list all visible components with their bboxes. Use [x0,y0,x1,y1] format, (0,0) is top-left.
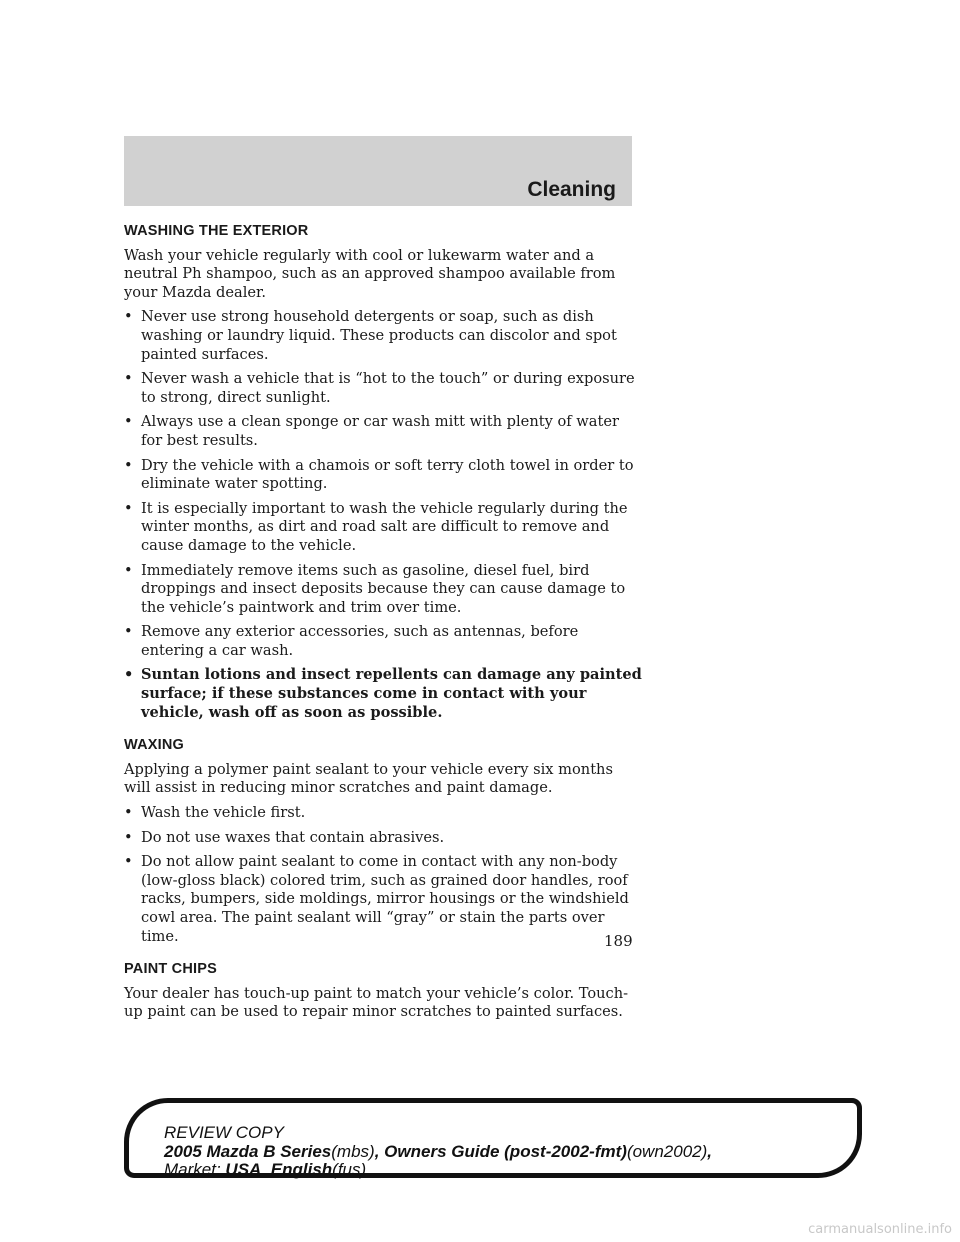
list-item: • Remove any exterior accessories, such as antennas, before entering a car wash. [124,623,579,659]
review-copy-footer [164,1124,712,1180]
list-item-warning: • Suntan lotions and insect repellents can damage any painted surface; if these substances come in contact with your vehicle, wash off as soon as possible. [124,666,642,721]
list-item: • Always use a clean sponge or car wash mitt with plenty of water for best results. [124,413,619,449]
section-title: Cleaning [527,178,616,201]
list-item: • Do not allow paint sealant to come in contact with any non-body (low-gloss black) colored trim, such as grained door handles, roof racks, bumpers, side moldings, mirror housings or the windshield cowl area. The paint sealant will “gray” or stain the parts over time. [124,853,629,945]
list-item: • Never use strong household detergents or soap, such as dish washing or laundry liquid. These products can discolor and spot painted surfaces. [124,308,617,363]
section-heading-paint-chips: PAINT CHIPS [124,961,217,978]
section-heading-waxing: WAXING [124,737,185,754]
bullet-icon: • [124,561,133,579]
paint-chips-intro: Your dealer has touch-up paint to match your vehicle’s color. Touch-up paint can be used to repair minor scratches to painted surfaces. [124,984,629,1021]
page-number: 189 [604,932,633,950]
list-item: • Never wash a vehicle that is “hot to the touch” or during exposure to strong, direct sunlight. [124,370,635,406]
waxing-intro: Applying a polymer paint sealant to your vehicle every six months will assist in reducing minor scratches and paint damage. [124,760,613,797]
market-line: Market: USA_English(fus) [164,1160,367,1179]
section-header-band [124,136,632,206]
list-item: • Immediately remove items such as gasoline, diesel fuel, bird droppings and insect deposits because they can cause damage to the vehicle’s paintwork and trim over time. [124,561,626,616]
bullet-icon: • [124,499,133,517]
bullet-icon: • [124,666,134,684]
bullet-icon: • [124,413,133,431]
bullet-icon: • [124,828,133,846]
page-content [124,222,644,1028]
document-info-line: 2005 Mazda B Series(mbs), Owners Guide (post-2002-fmt)(own2002), [164,1141,712,1161]
section-heading-washing: WASHING THE EXTERIOR [124,223,309,239]
waxing-list [124,804,644,946]
bullet-icon: • [124,623,133,641]
washing-list [124,308,644,722]
bullet-icon: • [124,308,133,326]
bullet-icon: • [124,370,133,388]
list-item: • Dry the vehicle with a chamois or soft terry cloth towel in order to eliminate water spotting. [124,456,634,493]
bullet-icon: • [124,456,133,474]
review-copy-label: REVIEW COPY [164,1123,284,1142]
washing-intro: Wash your vehicle regularly with cool or lukewarm water and a neutral Ph shampoo, such as an approved shampoo available from your Mazda dealer. [124,246,616,301]
list-item: • Wash the vehicle first. [124,804,306,822]
list-item: • It is especially important to wash the vehicle regularly during the winter months, as dirt and road salt are difficult to remove and cause damage to the vehicle. [124,499,628,554]
bullet-icon: • [124,804,133,822]
watermark: carmanualsonline.info [808,1222,952,1237]
list-item: • Do not use waxes that contain abrasives. [124,828,445,846]
bullet-icon: • [124,853,133,871]
